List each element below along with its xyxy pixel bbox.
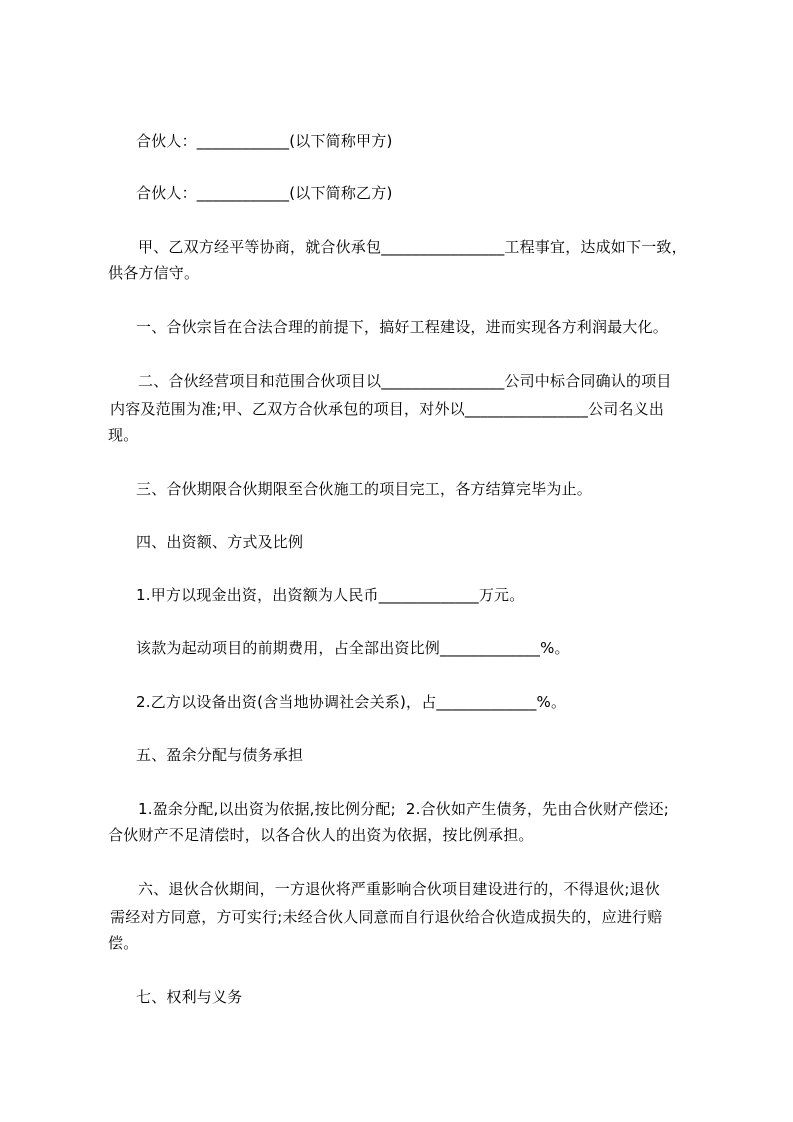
section-4-item-1: 1.甲方以现金出资，出资额为人民币_____________万元。	[136, 586, 525, 604]
section-2-line-1: 二、合伙经营项目和范围合伙项目以________________公司中标合同确认的项目	[138, 372, 672, 390]
section-1-text: 一、合伙宗旨在合法合理的前提下，搞好工程建设，进而实现各方利润最大化。	[136, 318, 669, 336]
section-6-line-2: 需经对方同意，方可实行;未经合伙人同意而自行退伙给合伙造成损失的，应进行赔	[110, 908, 663, 926]
section-3-text: 三、合伙期限合伙期限至合伙施工的项目完工，各方结算完毕为止。	[136, 480, 593, 498]
section-7-title: 七、权利与义务	[136, 988, 243, 1006]
intro-line-1: 甲、乙双方经平等协商，就合伙承包________________工程事宜，达成如下一致，	[138, 238, 687, 256]
section-2-line-2: 内容及范围为准;甲、乙双方合伙承包的项目，对外以________________公司名义出	[110, 400, 665, 418]
section-5-line-1: 1.盈余分配,以出资为依据,按比例分配; 2.合伙如产生债务，先由合伙财产偿还;	[138, 800, 670, 818]
section-4-item-1-note: 该款为起动项目的前期费用，占全部出资比例_____________%。	[136, 639, 570, 657]
section-2-line-3: 现。	[108, 426, 139, 444]
section-4-item-2: 2.乙方以设备出资(含当地协调社会关系)，占_____________%。	[136, 693, 567, 711]
partner-a-line: 合伙人：____________(以下简称甲方)	[136, 132, 393, 150]
section-6-line-1: 六、退伙合伙期间，一方退伙将严重影响合伙项目建设进行的，不得退伙;退伙	[138, 880, 661, 898]
section-6-line-3: 偿。	[108, 934, 139, 952]
section-5-line-2: 合伙财产不足清偿时，以各合伙人的出资为依据，按比例承担。	[108, 826, 534, 844]
intro-line-2: 供各方信守。	[108, 264, 200, 282]
section-4-title: 四、出资额、方式及比例	[136, 533, 304, 551]
partner-b-line: 合伙人：____________(以下简称乙方)	[136, 184, 393, 202]
section-5-title: 五、盈余分配与债务承担	[136, 746, 304, 764]
